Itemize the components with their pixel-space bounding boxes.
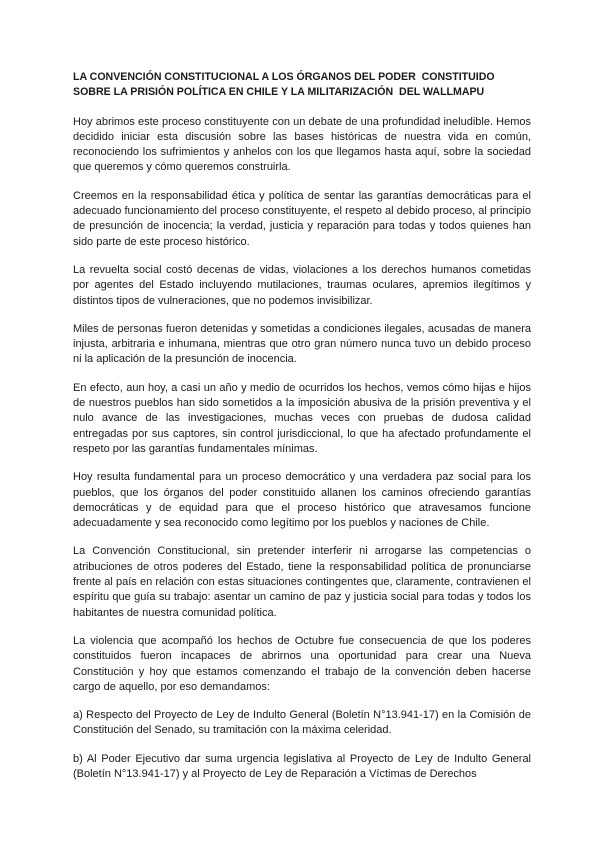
paragraph-democratic-guarantees: Creemos en la responsabilidad ética y política de sentar las garantías democráticas para el adecuado funcionamiento del proceso constituyente, el respeto al debido proceso, al principio de presunción de inocencia; la verdad, justicia y reparación para todas y todos quienes han sido parte de este proceso histórico. <box>73 189 531 248</box>
paragraph-opening: Hoy abrimos este proceso constituyente con un debate de una profundidad ineludible. Hemos decidido iniciar esta discusión sobre las bases históricas de nuestra vida en común, reconociendo los sufrimientos y anhelos con los que llegamos hasta aquí, sobre la sociedad que queremos y cómo queremos construirla. <box>73 115 531 174</box>
demand-item-b: b) Al Poder Ejecutivo dar suma urgencia legislativa al Proyecto de Ley de Indulto General (Boletín N°13.941-17) y al Proyecto de Ley de Reparación a Víctimas de Derechos <box>73 752 531 780</box>
paragraph-democratic-process: Hoy resulta fundamental para un proceso democrático y una verdadera paz social para los pueblos, que los órganos del poder constituido allanen los caminos ofreciendo garantías democráticas y de equidad para que el proceso histórico que atravesamos funcione adecuadamente y sea reconocido como legítimo por los pueblos y naciones de Chile. <box>73 471 531 530</box>
paragraph-detentions: Miles de personas fueron detenidas y sometidas a condiciones ilegales, acusadas de manera injusta, arbitraria e inhumana, mientras que otro gran número nunca tuvo un debido proceso ni la aplicación de la presunción de inocencia. <box>73 322 531 366</box>
paragraph-preventive-prison: En efecto, aun hoy, a casi un año y medio de ocurridos los hechos, vemos cómo hijas e hijos de nuestros pueblos han sido sometidos a la imposición abusiva de la prisión preventiva y el nulo avance de las investigaciones, muchas veces con pruebas de dudosa calidad entregadas por sus captores, sin control jurisdiccional, lo que ha afectado profundamente el respeto por las garantías fundamentales mínimas. <box>73 381 531 455</box>
paragraph-october-violence: La violencia que acompañó los hechos de Octubre fue consecuencia de que los poderes constituidos fueron incapaces de abrirnos una oportunidad para crear una Nueva Constitución y hoy que estamos comenzando el trabajo de la convención deben hacerse cargo de aquello, por eso demandamos: <box>73 634 531 693</box>
document-title <box>73 70 531 101</box>
demand-item-a: a) Respecto del Proyecto de Ley de Indulto General (Boletín N°13.941-17) en la Comisión de Constitución del Senado, su tramitación con la máxima celeridad. <box>73 709 531 737</box>
paragraph-social-revolt: La revuelta social costó decenas de vidas, violaciones a los derechos humanos cometidas por agentes del Estado incluyendo mutilaciones, traumas oculares, apremios ilegítimos y distintos tipos de vulneraciones, que no podemos invisibilizar. <box>73 263 531 307</box>
document-title-line-2: SOBRE LA PRISIÓN POLÍTICA EN CHILE Y LA MILITARIZACIÓN DEL WALLMAPU <box>73 86 485 99</box>
paragraph-convention-responsibility: La Convención Constitucional, sin pretender interferir ni arrogarse las competencias o atribuciones de otros poderes del Estado, tiene la responsabilidad política de pronunciarse frente al país en relación con estas situaciones contingentes que, claramente, contravienen el espíritu que guía su trabajo: asentar un camino de paz y justicia social para todas y todos los habitantes de nuestra comunidad política. <box>73 545 531 619</box>
document-title-line-1: LA CONVENCIÓN CONSTITUCIONAL A LOS ÓRGANOS DEL PODER CONSTITUIDO <box>73 71 495 83</box>
